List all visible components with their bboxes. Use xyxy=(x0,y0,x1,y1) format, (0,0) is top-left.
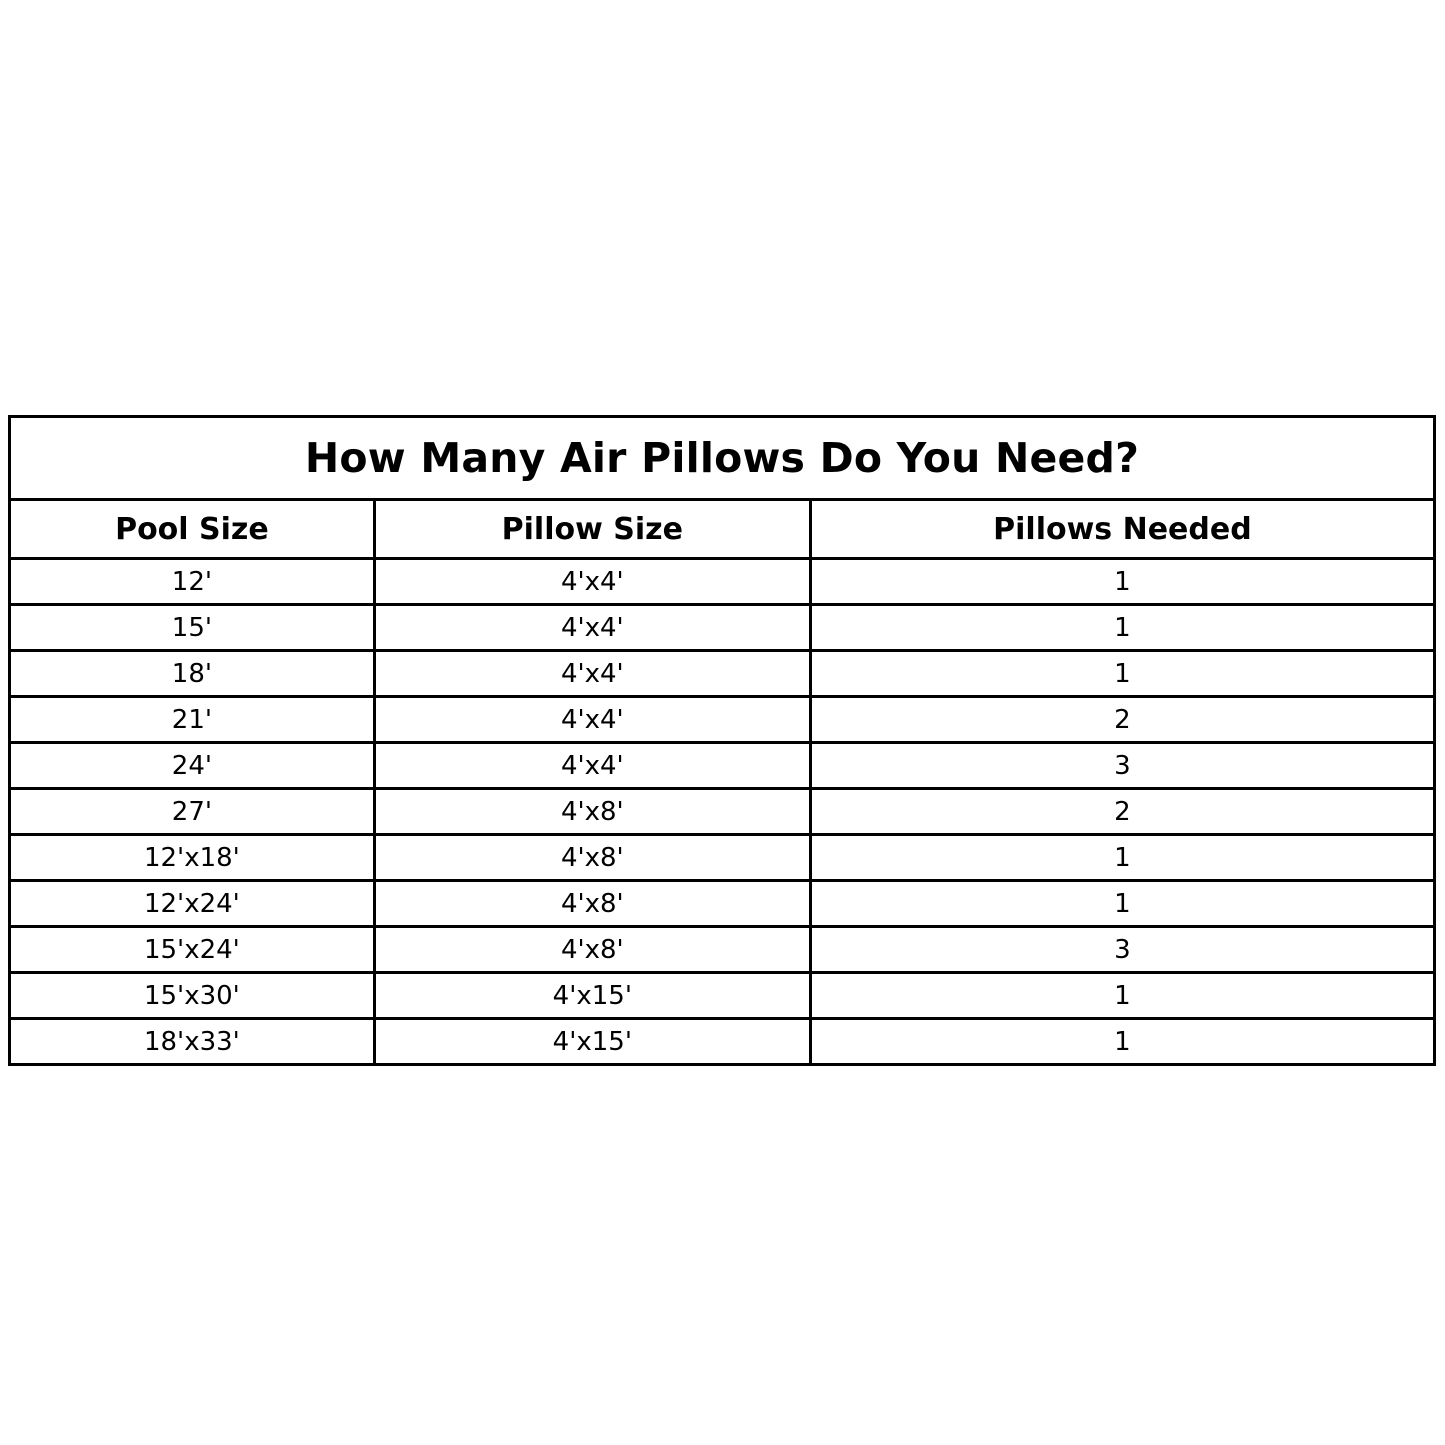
column-header-pillow-size: Pillow Size xyxy=(374,500,810,559)
cell-pillows-needed: 3 xyxy=(810,743,1434,789)
cell-pillow-size: 4'x4' xyxy=(374,559,810,605)
cell-pool-size: 12' xyxy=(10,559,375,605)
table-row xyxy=(10,743,1435,789)
table-row xyxy=(10,559,1435,605)
cell-pillow-size: 4'x4' xyxy=(374,743,810,789)
column-header-pillows-needed: Pillows Needed xyxy=(810,500,1434,559)
table-row xyxy=(10,835,1435,881)
cell-pool-size: 12'x18' xyxy=(10,835,375,881)
cell-pillow-size: 4'x8' xyxy=(374,835,810,881)
cell-pillows-needed: 1 xyxy=(810,1019,1434,1065)
cell-pillows-needed: 2 xyxy=(810,697,1434,743)
cell-pool-size: 15'x24' xyxy=(10,927,375,973)
table-row xyxy=(10,605,1435,651)
table-row xyxy=(10,651,1435,697)
cell-pillow-size: 4'x4' xyxy=(374,697,810,743)
table-row xyxy=(10,697,1435,743)
cell-pool-size: 15'x30' xyxy=(10,973,375,1019)
air-pillow-table xyxy=(8,415,1436,1066)
cell-pillows-needed: 1 xyxy=(810,881,1434,927)
cell-pool-size: 24' xyxy=(10,743,375,789)
cell-pool-size: 18' xyxy=(10,651,375,697)
air-pillow-table-container xyxy=(8,415,1436,1066)
cell-pillows-needed: 2 xyxy=(810,789,1434,835)
table-title-row xyxy=(10,417,1435,500)
cell-pillows-needed: 1 xyxy=(810,559,1434,605)
cell-pillow-size: 4'x8' xyxy=(374,927,810,973)
cell-pillows-needed: 1 xyxy=(810,973,1434,1019)
cell-pillows-needed: 1 xyxy=(810,605,1434,651)
cell-pillows-needed: 1 xyxy=(810,835,1434,881)
column-header-pool-size: Pool Size xyxy=(10,500,375,559)
cell-pool-size: 12'x24' xyxy=(10,881,375,927)
table-title: How Many Air Pillows Do You Need? xyxy=(10,417,1435,500)
cell-pool-size: 18'x33' xyxy=(10,1019,375,1065)
table-row xyxy=(10,881,1435,927)
cell-pillows-needed: 3 xyxy=(810,927,1434,973)
cell-pillow-size: 4'x8' xyxy=(374,789,810,835)
cell-pillow-size: 4'x8' xyxy=(374,881,810,927)
table-row xyxy=(10,1019,1435,1065)
cell-pillow-size: 4'x15' xyxy=(374,973,810,1019)
cell-pool-size: 21' xyxy=(10,697,375,743)
cell-pool-size: 27' xyxy=(10,789,375,835)
cell-pillows-needed: 1 xyxy=(810,651,1434,697)
cell-pillow-size: 4'x4' xyxy=(374,605,810,651)
table-row xyxy=(10,927,1435,973)
cell-pillow-size: 4'x15' xyxy=(374,1019,810,1065)
table-header-row xyxy=(10,500,1435,559)
cell-pillow-size: 4'x4' xyxy=(374,651,810,697)
cell-pool-size: 15' xyxy=(10,605,375,651)
table-row xyxy=(10,973,1435,1019)
table-row xyxy=(10,789,1435,835)
